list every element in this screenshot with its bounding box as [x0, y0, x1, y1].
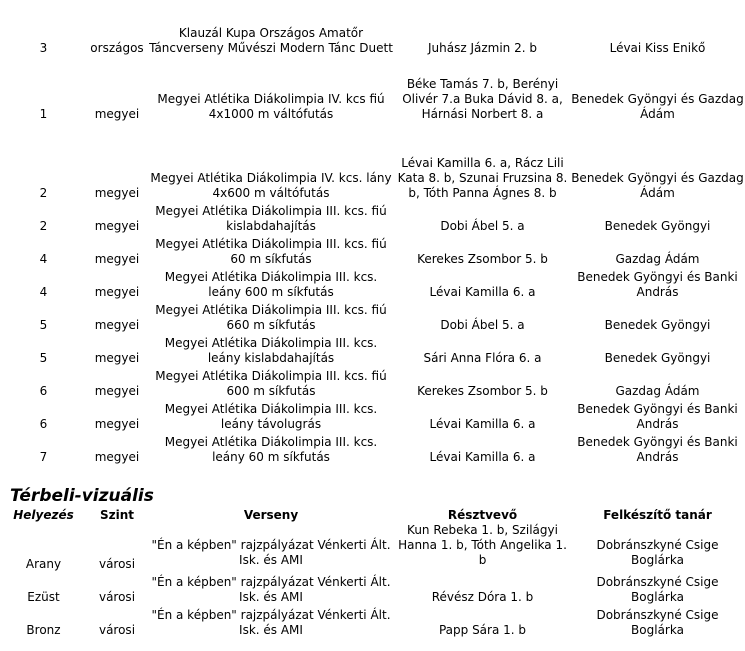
teacher-cell: Dobránszkyné Csige Boglárka: [596, 575, 719, 604]
event-cell: Megyei Atlétika Diákolimpia III. kcs. leány 600 m síkfutás: [164, 270, 378, 299]
teacher-cell: Benedek Gyöngyi és Banki András: [577, 435, 738, 464]
table-row: [0, 236, 745, 269]
level-cell: megyei: [94, 351, 140, 365]
level-cell: megyei: [94, 318, 140, 332]
table-row: [0, 607, 745, 640]
participants-cell: Papp Sára 1. b: [438, 623, 527, 637]
teacher-cell: Dobránszkyné Csige Boglárka: [596, 608, 719, 637]
event-cell: "Én a képben" rajzpályázat Vénkerti Ált. Isk. és AMI: [151, 608, 391, 637]
table-row: [0, 335, 745, 368]
participants-cell: Béke Tamás 7. b, Berényi Olivér 7.a Buka Dávid 8. a, Hárnási Norbert 8. a: [402, 77, 563, 121]
spatial-visual-table: [0, 507, 745, 640]
teacher-cell: Benedek Gyöngyi: [604, 219, 711, 233]
header-event: Verseny: [243, 508, 299, 522]
level-cell: megyei: [94, 107, 140, 121]
participants-cell: Révész Dóra 1. b: [431, 590, 534, 604]
event-cell: Megyei Atlétika Diákolimpia III. kcs. fiú 60 m síkfutás: [155, 237, 387, 266]
table-row: [0, 124, 745, 203]
teacher-cell: Gazdag Ádám: [615, 252, 700, 266]
teacher-cell: Lévai Kiss Enikő: [609, 41, 706, 55]
event-cell: Megyei Atlétika Diákolimpia III. kcs. leány 60 m síkfutás: [164, 435, 378, 464]
header-teacher: Felkészítő tanár: [603, 508, 712, 522]
level-cell: megyei: [94, 417, 140, 431]
level-cell: megyei: [94, 384, 140, 398]
table-row: [0, 269, 745, 302]
event-cell: "Én a képben" rajzpályázat Vénkerti Ált. Isk. és AMI: [151, 575, 391, 604]
header-place: Helyezés: [13, 508, 74, 522]
table-row: [0, 434, 745, 467]
level-cell: megyei: [94, 219, 140, 233]
table-row: [0, 302, 745, 335]
level-cell: megyei: [94, 450, 140, 464]
teacher-cell: Benedek Gyöngyi és Banki András: [577, 270, 738, 299]
place-cell: 5: [39, 351, 48, 365]
place-cell: Ezüst: [27, 590, 60, 604]
teacher-cell: Gazdag Ádám: [615, 384, 700, 398]
teacher-cell: Benedek Gyöngyi és Gazdag Ádám: [571, 92, 744, 121]
table-row: [0, 4, 745, 58]
place-cell: 2: [39, 186, 48, 200]
event-cell: Megyei Atlétika Diákolimpia IV. kcs fiú 4x1000 m váltófutás: [157, 92, 385, 121]
table-row: [0, 203, 745, 236]
place-cell: Bronz: [26, 623, 61, 637]
participants-cell: Lévai Kamilla 6. a: [429, 417, 536, 431]
place-cell: 6: [39, 384, 48, 398]
table-row: [0, 401, 745, 434]
event-cell: Megyei Atlétika Diákolimpia III. kcs. fiú kislabdahajítás: [155, 204, 387, 233]
place-cell: 5: [39, 318, 48, 332]
participants-cell: Kerekes Zsombor 5. b: [417, 252, 548, 266]
teacher-cell: Benedek Gyöngyi és Gazdag Ádám: [571, 171, 744, 200]
results-table: [0, 4, 745, 467]
participants-cell: Sári Anna Flóra 6. a: [423, 351, 542, 365]
place-cell: 4: [39, 285, 48, 299]
participants-cell: Kun Rebeka 1. b, Szilágyi Hanna 1. b, Tóth Angelika 1. b: [398, 523, 567, 567]
teacher-cell: Dobránszkyné Csige Boglárka: [596, 538, 719, 567]
place-cell: 7: [39, 450, 48, 464]
teacher-cell: Benedek Gyöngyi: [604, 318, 711, 332]
participants-cell: Dobi Ábel 5. a: [440, 219, 525, 233]
level-cell: megyei: [94, 252, 140, 266]
table-row: [0, 368, 745, 401]
event-cell: Megyei Atlétika Diákolimpia III. kcs. fiú 600 m síkfutás: [155, 369, 387, 398]
place-cell: 2: [39, 219, 48, 233]
event-cell: Klauzál Kupa Országos Amatőr Táncverseny Művészi Modern Tánc Duett: [149, 26, 393, 55]
place-cell: 6: [39, 417, 48, 431]
event-cell: "Én a képben" rajzpályázat Vénkerti Ált. Isk. és AMI: [151, 538, 391, 567]
level-cell: megyei: [94, 285, 140, 299]
header-level: Szint: [99, 508, 135, 522]
section-title: Térbeli-vizuális: [10, 486, 154, 506]
teacher-cell: Benedek Gyöngyi és Banki András: [577, 402, 738, 431]
event-cell: Megyei Atlétika Diákolimpia III. kcs. leány kislabdahajítás: [164, 336, 378, 365]
table-header-row: [0, 507, 745, 523]
table-row: [0, 574, 745, 607]
level-cell: városi: [98, 590, 136, 604]
event-cell: Megyei Atlétika Diákolimpia III. kcs. leány távolugrás: [164, 402, 378, 431]
level-cell: városi: [98, 623, 136, 637]
participants-cell: Juhász Jázmin 2. b: [428, 41, 537, 55]
participants-cell: Lévai Kamilla 6. a, Rácz Lili Kata 8. b, Szunai Fruzsina 8. b, Tóth Panna Ágnes 8. b: [397, 156, 568, 200]
participants-cell: Dobi Ábel 5. a: [440, 318, 525, 332]
place-cell: Arany: [25, 557, 62, 571]
place-cell: 4: [39, 252, 48, 266]
participants-cell: Lévai Kamilla 6. a: [429, 450, 536, 464]
event-cell: Megyei Atlétika Diákolimpia III. kcs. fiú 660 m síkfutás: [155, 303, 387, 332]
teacher-cell: Benedek Gyöngyi: [604, 351, 711, 365]
level-cell: megyei: [94, 186, 140, 200]
header-participants: Résztvevő: [447, 508, 518, 522]
participants-cell: Kerekes Zsombor 5. b: [417, 384, 548, 398]
level-cell: országos: [90, 41, 144, 55]
participants-cell: Lévai Kamilla 6. a: [429, 285, 536, 299]
event-cell: Megyei Atlétika Diákolimpia IV. kcs. lány 4x600 m váltófutás: [150, 171, 392, 200]
place-cell: 3: [39, 41, 48, 55]
level-cell: városi: [98, 557, 136, 571]
table-row: [0, 58, 745, 124]
table-row: [0, 523, 745, 574]
place-cell: 1: [39, 107, 48, 121]
